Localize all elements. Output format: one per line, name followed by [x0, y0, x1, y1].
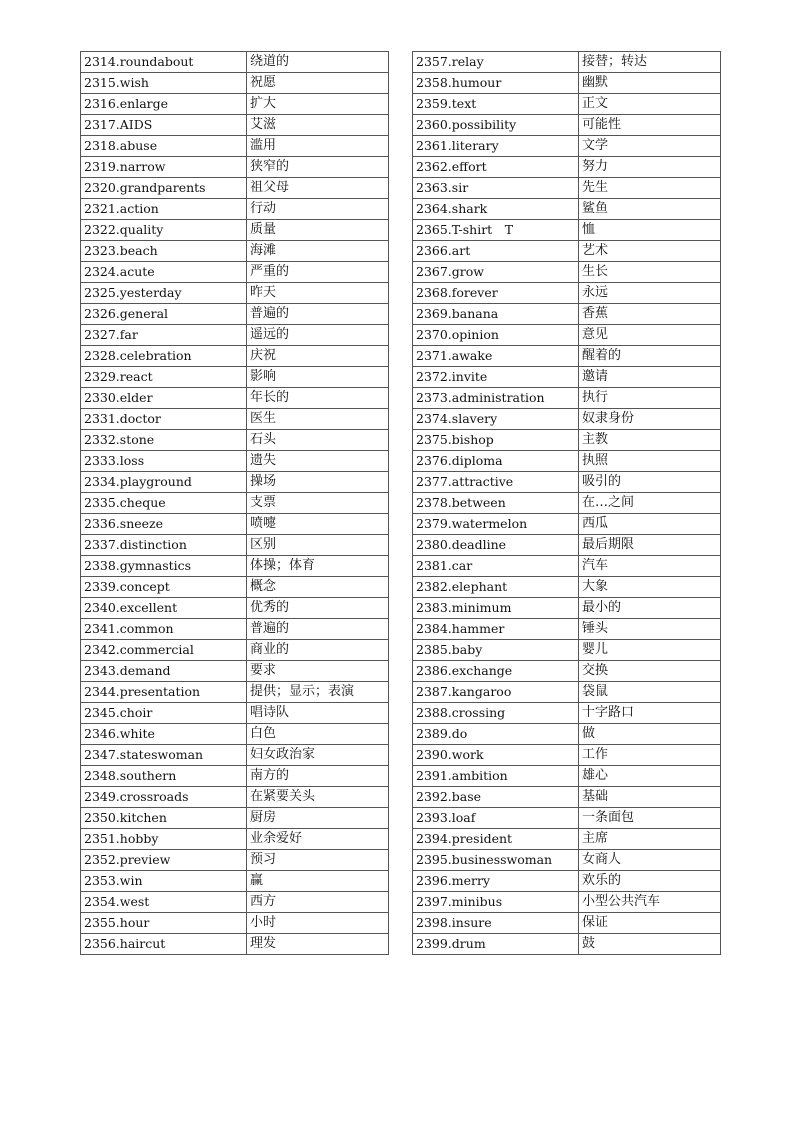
- table-row: [81, 556, 389, 577]
- table-row: [413, 661, 721, 682]
- english-word: 2335.cheque: [81, 493, 247, 514]
- vocab-table-right: [412, 51, 721, 955]
- chinese-meaning: 一条面包: [579, 808, 721, 829]
- english-word: 2398.insure: [413, 913, 579, 934]
- table-row: [81, 52, 389, 73]
- english-word: 2322.quality: [81, 220, 247, 241]
- english-word: 2396.merry: [413, 871, 579, 892]
- table-row: [81, 241, 389, 262]
- english-word: 2319.narrow: [81, 157, 247, 178]
- chinese-meaning: 支票: [247, 493, 389, 514]
- table-row: [413, 241, 721, 262]
- chinese-meaning: 雄心: [579, 766, 721, 787]
- table-row: [81, 745, 389, 766]
- table-row: [413, 52, 721, 73]
- table-row: [413, 913, 721, 934]
- chinese-meaning: 汽车: [579, 556, 721, 577]
- chinese-meaning: 昨天: [247, 283, 389, 304]
- table-row: [81, 724, 389, 745]
- chinese-meaning: 鲨鱼: [579, 199, 721, 220]
- table-row: [413, 73, 721, 94]
- english-word: 2341.common: [81, 619, 247, 640]
- chinese-meaning: 文学: [579, 136, 721, 157]
- table-row: [413, 766, 721, 787]
- chinese-meaning: 区别: [247, 535, 389, 556]
- chinese-meaning: 小型公共汽车: [579, 892, 721, 913]
- chinese-meaning: 白色: [247, 724, 389, 745]
- table-row: [81, 94, 389, 115]
- table-row: [413, 262, 721, 283]
- chinese-meaning: 醒着的: [579, 346, 721, 367]
- chinese-meaning: 提供；显示；表演: [247, 682, 389, 703]
- table-row: [81, 472, 389, 493]
- english-word: 2358.humour: [413, 73, 579, 94]
- table-row: [413, 283, 721, 304]
- chinese-meaning: 执行: [579, 388, 721, 409]
- chinese-meaning: 理发: [247, 934, 389, 955]
- english-word: 2342.commercial: [81, 640, 247, 661]
- chinese-meaning: 医生: [247, 409, 389, 430]
- english-word: 2346.white: [81, 724, 247, 745]
- table-row: [81, 388, 389, 409]
- table-row: [413, 787, 721, 808]
- table-row: [413, 892, 721, 913]
- english-word: 2327.far: [81, 325, 247, 346]
- english-word: 2321.action: [81, 199, 247, 220]
- table-row: [81, 535, 389, 556]
- table-row: [81, 346, 389, 367]
- english-word: 2364.shark: [413, 199, 579, 220]
- english-word: 2369.banana: [413, 304, 579, 325]
- table-row: [413, 535, 721, 556]
- chinese-meaning: 滥用: [247, 136, 389, 157]
- table-row: [81, 304, 389, 325]
- table-row: [81, 283, 389, 304]
- chinese-meaning: 十字路口: [579, 703, 721, 724]
- chinese-meaning: 操场: [247, 472, 389, 493]
- table-row: [81, 808, 389, 829]
- table-row: [413, 157, 721, 178]
- english-word: 2377.attractive: [413, 472, 579, 493]
- english-word: 2393.loaf: [413, 808, 579, 829]
- chinese-meaning: 庆祝: [247, 346, 389, 367]
- chinese-meaning: 最后期限: [579, 535, 721, 556]
- chinese-meaning: 永远: [579, 283, 721, 304]
- english-word: 2317.AIDS: [81, 115, 247, 136]
- chinese-meaning: 遗失: [247, 451, 389, 472]
- table-row: [413, 619, 721, 640]
- table-row: [413, 577, 721, 598]
- chinese-meaning: 祖父母: [247, 178, 389, 199]
- table-row: [413, 94, 721, 115]
- table-row: [81, 367, 389, 388]
- english-word: 2397.minibus: [413, 892, 579, 913]
- table-row: [413, 493, 721, 514]
- english-word: 2336.sneeze: [81, 514, 247, 535]
- table-row: [81, 325, 389, 346]
- chinese-meaning: 行动: [247, 199, 389, 220]
- english-word: 2395.businesswoman: [413, 850, 579, 871]
- table-row: [413, 451, 721, 472]
- english-word: 2324.acute: [81, 262, 247, 283]
- table-row: [413, 514, 721, 535]
- chinese-meaning: 努力: [579, 157, 721, 178]
- english-word: 2365.T-shirt T: [413, 220, 579, 241]
- chinese-meaning: 小时: [247, 913, 389, 934]
- table-row: [81, 829, 389, 850]
- chinese-meaning: 厨房: [247, 808, 389, 829]
- vocab-table-left: [80, 51, 389, 955]
- english-word: 2379.watermelon: [413, 514, 579, 535]
- english-word: 2347.stateswoman: [81, 745, 247, 766]
- chinese-meaning: 普遍的: [247, 304, 389, 325]
- english-word: 2350.kitchen: [81, 808, 247, 829]
- chinese-meaning: 喷嚏: [247, 514, 389, 535]
- table-row: [81, 136, 389, 157]
- chinese-meaning: 保证: [579, 913, 721, 934]
- table-row: [413, 829, 721, 850]
- chinese-meaning: 业余爱好: [247, 829, 389, 850]
- chinese-meaning: 邀请: [579, 367, 721, 388]
- chinese-meaning: 女商人: [579, 850, 721, 871]
- table-row: [413, 724, 721, 745]
- english-word: 2338.gymnastics: [81, 556, 247, 577]
- chinese-meaning: 欢乐的: [579, 871, 721, 892]
- table-row: [413, 472, 721, 493]
- chinese-meaning: 执照: [579, 451, 721, 472]
- chinese-meaning: 基础: [579, 787, 721, 808]
- table-row: [413, 409, 721, 430]
- english-word: 2340.excellent: [81, 598, 247, 619]
- table-row: [413, 220, 721, 241]
- english-word: 2371.awake: [413, 346, 579, 367]
- chinese-meaning: 交换: [579, 661, 721, 682]
- chinese-meaning: 可能性: [579, 115, 721, 136]
- chinese-meaning: 石头: [247, 430, 389, 451]
- chinese-meaning: 在紧要关头: [247, 787, 389, 808]
- chinese-meaning: 要求: [247, 661, 389, 682]
- english-word: 2375.bishop: [413, 430, 579, 451]
- english-word: 2362.effort: [413, 157, 579, 178]
- table-row: [81, 199, 389, 220]
- table-row: [81, 682, 389, 703]
- chinese-meaning: 绕道的: [247, 52, 389, 73]
- chinese-meaning: 吸引的: [579, 472, 721, 493]
- table-row: [413, 388, 721, 409]
- english-word: 2354.west: [81, 892, 247, 913]
- table-row: [81, 871, 389, 892]
- chinese-meaning: 西瓜: [579, 514, 721, 535]
- english-word: 2394.president: [413, 829, 579, 850]
- table-row: [81, 157, 389, 178]
- table-row: [81, 934, 389, 955]
- english-word: 2386.exchange: [413, 661, 579, 682]
- english-word: 2389.do: [413, 724, 579, 745]
- chinese-meaning: 正文: [579, 94, 721, 115]
- english-word: 2318.abuse: [81, 136, 247, 157]
- english-word: 2356.haircut: [81, 934, 247, 955]
- english-word: 2390.work: [413, 745, 579, 766]
- chinese-meaning: 祝愿: [247, 73, 389, 94]
- table-row: [413, 808, 721, 829]
- table-row: [413, 115, 721, 136]
- english-word: 2323.beach: [81, 241, 247, 262]
- english-word: 2353.win: [81, 871, 247, 892]
- table-row: [413, 640, 721, 661]
- english-word: 2334.playground: [81, 472, 247, 493]
- english-word: 2376.diploma: [413, 451, 579, 472]
- chinese-meaning: 主席: [579, 829, 721, 850]
- table-row: [81, 703, 389, 724]
- english-word: 2351.hobby: [81, 829, 247, 850]
- chinese-meaning: 赢: [247, 871, 389, 892]
- chinese-meaning: 遥远的: [247, 325, 389, 346]
- english-word: 2388.crossing: [413, 703, 579, 724]
- table-row: [413, 346, 721, 367]
- table-row: [413, 745, 721, 766]
- chinese-meaning: 海滩: [247, 241, 389, 262]
- english-word: 2382.elephant: [413, 577, 579, 598]
- english-word: 2329.react: [81, 367, 247, 388]
- english-word: 2355.hour: [81, 913, 247, 934]
- english-word: 2333.loss: [81, 451, 247, 472]
- table-row: [413, 367, 721, 388]
- table-row: [413, 556, 721, 577]
- chinese-meaning: 婴儿: [579, 640, 721, 661]
- table-row: [81, 661, 389, 682]
- english-word: 2331.doctor: [81, 409, 247, 430]
- english-word: 2359.text: [413, 94, 579, 115]
- chinese-meaning: 普遍的: [247, 619, 389, 640]
- chinese-meaning: 年长的: [247, 388, 389, 409]
- table-row: [81, 787, 389, 808]
- english-word: 2339.concept: [81, 577, 247, 598]
- table-row: [81, 619, 389, 640]
- english-word: 2383.minimum: [413, 598, 579, 619]
- table-row: [81, 220, 389, 241]
- english-word: 2357.relay: [413, 52, 579, 73]
- english-word: 2314.roundabout: [81, 52, 247, 73]
- english-word: 2374.slavery: [413, 409, 579, 430]
- chinese-meaning: 商业的: [247, 640, 389, 661]
- table-row: [81, 409, 389, 430]
- english-word: 2363.sir: [413, 178, 579, 199]
- table-row: [81, 430, 389, 451]
- english-word: 2380.deadline: [413, 535, 579, 556]
- english-word: 2384.hammer: [413, 619, 579, 640]
- english-word: 2352.preview: [81, 850, 247, 871]
- chinese-meaning: 鼓: [579, 934, 721, 955]
- english-word: 2368.forever: [413, 283, 579, 304]
- chinese-meaning: 香蕉: [579, 304, 721, 325]
- english-word: 2320.grandparents: [81, 178, 247, 199]
- table-row: [81, 262, 389, 283]
- english-word: 2349.crossroads: [81, 787, 247, 808]
- table-row: [81, 178, 389, 199]
- table-row: [413, 199, 721, 220]
- chinese-meaning: 艺术: [579, 241, 721, 262]
- chinese-meaning: 最小的: [579, 598, 721, 619]
- chinese-meaning: 影响: [247, 367, 389, 388]
- table-row: [413, 598, 721, 619]
- table-row: [413, 871, 721, 892]
- table-row: [81, 514, 389, 535]
- table-row: [413, 304, 721, 325]
- chinese-meaning: 先生: [579, 178, 721, 199]
- table-row: [81, 640, 389, 661]
- chinese-meaning: 锤头: [579, 619, 721, 640]
- table-row: [81, 913, 389, 934]
- english-word: 2316.enlarge: [81, 94, 247, 115]
- chinese-meaning: 扩大: [247, 94, 389, 115]
- english-word: 2328.celebration: [81, 346, 247, 367]
- english-word: 2399.drum: [413, 934, 579, 955]
- english-word: 2343.demand: [81, 661, 247, 682]
- chinese-meaning: 质量: [247, 220, 389, 241]
- chinese-meaning: 预习: [247, 850, 389, 871]
- chinese-meaning: 意见: [579, 325, 721, 346]
- english-word: 2391.ambition: [413, 766, 579, 787]
- chinese-meaning: 奴隶身份: [579, 409, 721, 430]
- english-word: 2392.base: [413, 787, 579, 808]
- chinese-meaning: 体操；体育: [247, 556, 389, 577]
- chinese-meaning: 主教: [579, 430, 721, 451]
- chinese-meaning: 生长: [579, 262, 721, 283]
- chinese-meaning: 做: [579, 724, 721, 745]
- english-word: 2385.baby: [413, 640, 579, 661]
- english-word: 2370.opinion: [413, 325, 579, 346]
- table-row: [413, 325, 721, 346]
- chinese-meaning: 唱诗队: [247, 703, 389, 724]
- chinese-meaning: 狭窄的: [247, 157, 389, 178]
- chinese-meaning: 袋鼠: [579, 682, 721, 703]
- table-row: [413, 682, 721, 703]
- chinese-meaning: 西方: [247, 892, 389, 913]
- chinese-meaning: 妇女政治家: [247, 745, 389, 766]
- english-word: 2337.distinction: [81, 535, 247, 556]
- chinese-meaning: 严重的: [247, 262, 389, 283]
- chinese-meaning: 优秀的: [247, 598, 389, 619]
- chinese-meaning: 在…之间: [579, 493, 721, 514]
- english-word: 2330.elder: [81, 388, 247, 409]
- chinese-meaning: 大象: [579, 577, 721, 598]
- chinese-meaning: 南方的: [247, 766, 389, 787]
- chinese-meaning: 工作: [579, 745, 721, 766]
- english-word: 2372.invite: [413, 367, 579, 388]
- table-row: [413, 934, 721, 955]
- table-row: [81, 451, 389, 472]
- chinese-meaning: 艾滋: [247, 115, 389, 136]
- table-row: [81, 493, 389, 514]
- table-row: [81, 73, 389, 94]
- table-row: [413, 703, 721, 724]
- chinese-meaning: 恤: [579, 220, 721, 241]
- table-row: [413, 136, 721, 157]
- english-word: 2348.southern: [81, 766, 247, 787]
- english-word: 2315.wish: [81, 73, 247, 94]
- english-word: 2326.general: [81, 304, 247, 325]
- table-row: [81, 766, 389, 787]
- english-word: 2332.stone: [81, 430, 247, 451]
- table-row: [81, 115, 389, 136]
- chinese-meaning: 概念: [247, 577, 389, 598]
- english-word: 2367.grow: [413, 262, 579, 283]
- english-word: 2345.choir: [81, 703, 247, 724]
- english-word: 2378.between: [413, 493, 579, 514]
- table-row: [81, 577, 389, 598]
- table-row: [413, 178, 721, 199]
- english-word: 2387.kangaroo: [413, 682, 579, 703]
- english-word: 2373.administration: [413, 388, 579, 409]
- table-row: [413, 850, 721, 871]
- english-word: 2344.presentation: [81, 682, 247, 703]
- english-word: 2361.literary: [413, 136, 579, 157]
- english-word: 2360.possibility: [413, 115, 579, 136]
- table-row: [413, 430, 721, 451]
- chinese-meaning: 接替；转达: [579, 52, 721, 73]
- table-row: [81, 850, 389, 871]
- chinese-meaning: 幽默: [579, 73, 721, 94]
- english-word: 2325.yesterday: [81, 283, 247, 304]
- english-word: 2381.car: [413, 556, 579, 577]
- table-row: [81, 892, 389, 913]
- english-word: 2366.art: [413, 241, 579, 262]
- table-row: [81, 598, 389, 619]
